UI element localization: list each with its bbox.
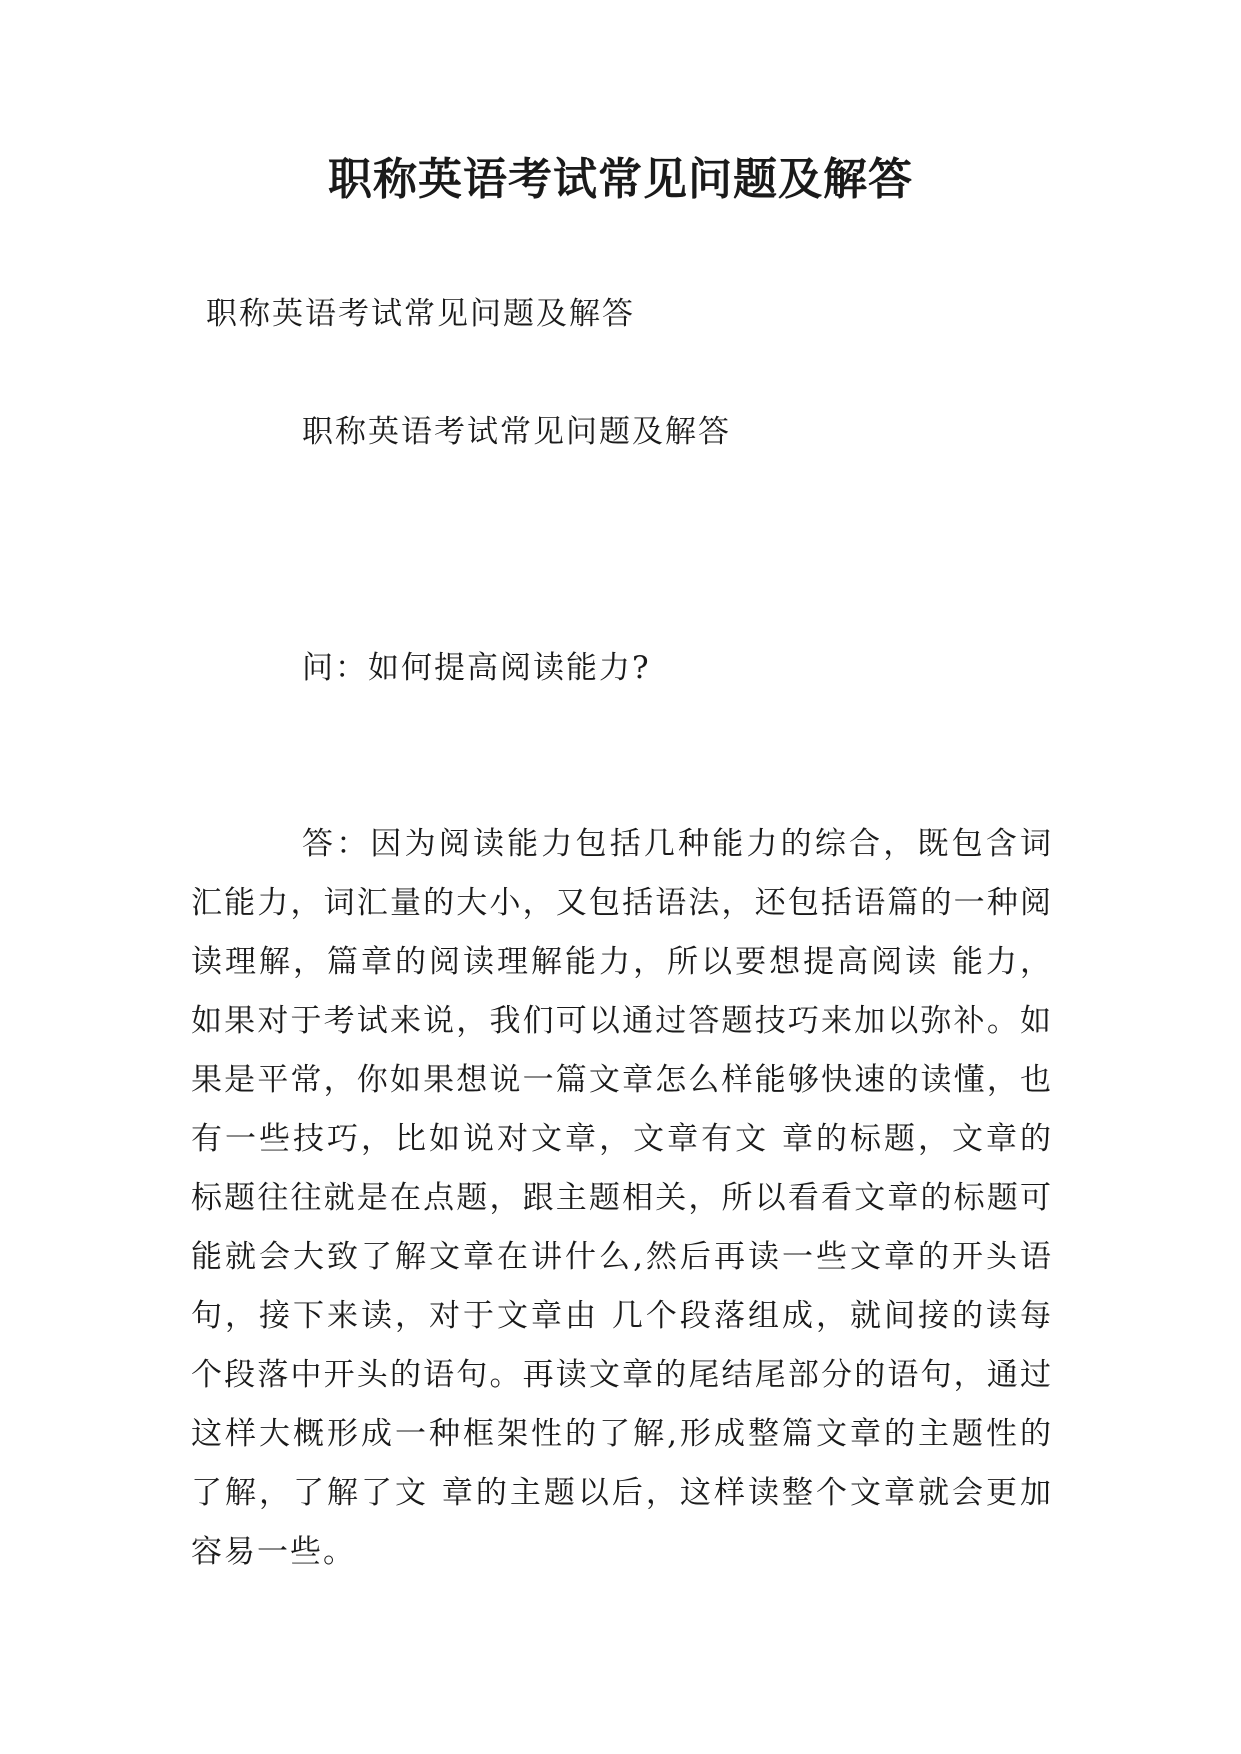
answer-paragraph: 答：因为阅读能力包括几种能力的综合，既包含词汇能力，词汇量的大小，又包括语法，还包括语篇的一种阅读理解，篇章的阅读理解能力，所以要想提高阅读 能力，如果对于考试来说，我们可以通过答题技巧来加以弥补。如果是平常，你如果想说一篇文章怎么样能够快速的读懂，也有一些技巧，比如说对文章，文章有文 章的标题，文章的标题往往就是在点题，跟主题相关，所以看看文章的标题可能就会大致了解文章在讲什么,然后再读一些文章的开头语句，接下来读，对于文章由 几个段落组成，就间接的读每个段落中开头的语句。再读文章的尾结尾部分的语句，通过这样大概形成一种框架性的了解,形成整篇文章的主题性的了解，了解了文 章的主题以后，这样读整个文章就会更加容易一些。 bbox=[191, 826, 1053, 1570]
document-subtitle: 职称英语考试常见问题及解答 bbox=[206, 296, 635, 332]
document-title: 职称英语考试常见问题及解答 bbox=[328, 154, 913, 205]
document-subtitle-indented: 职称英语考试常见问题及解答 bbox=[302, 414, 731, 450]
question-text: 问：如何提高阅读能力? bbox=[302, 650, 651, 686]
